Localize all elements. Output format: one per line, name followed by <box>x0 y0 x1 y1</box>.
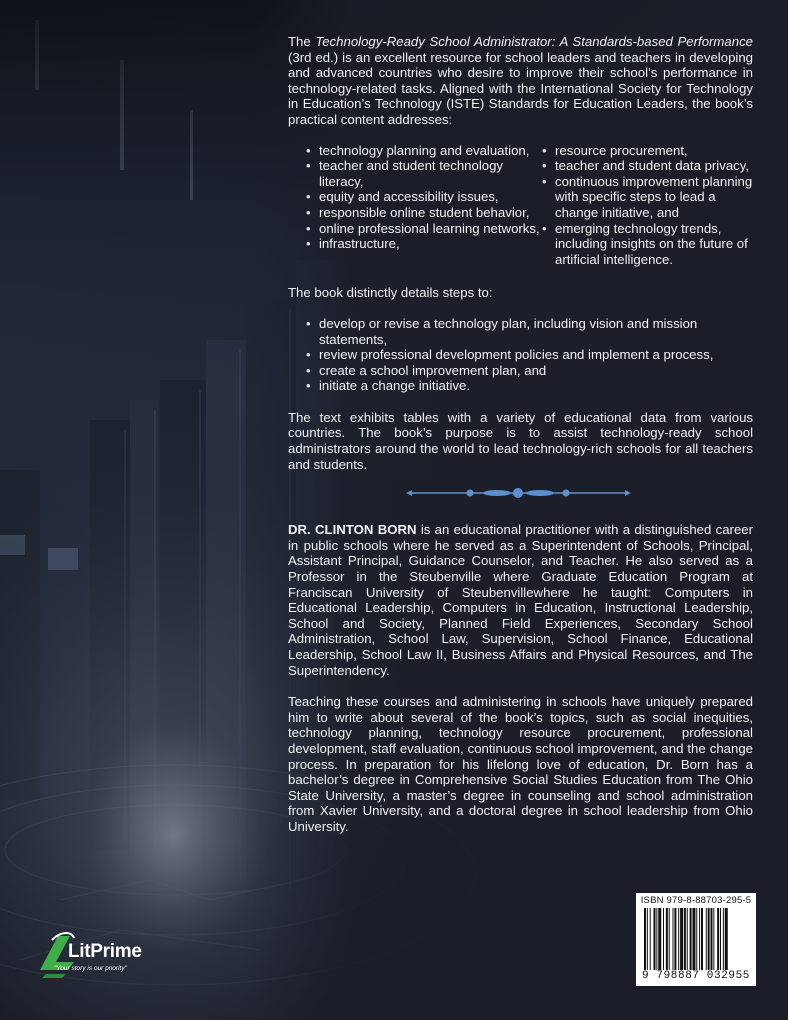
list-item: • responsible online student behavior, <box>306 205 542 221</box>
barcode-bar <box>687 908 688 970</box>
barcode-bar <box>701 908 703 970</box>
barcode-bar <box>711 908 713 970</box>
list-item: • create a school improvement plan, and <box>306 363 753 379</box>
list-item: • teacher and student technology literacy, <box>306 158 542 189</box>
list-item: • emerging technology trends, including insights on the future of artificial intelligence. <box>542 221 753 268</box>
barcode-bar <box>725 908 728 970</box>
steps-list <box>288 316 753 394</box>
teaching-paragraph: Teaching these courses and administering in schools have uniquely prepared him to write about several of the book’s topics, such as social inequities, technology planning, technology resource procurement, professional development, staff evaluation, continuous school improvement, and the change process. In preparation for his lifelong love of education, Dr. Born has a bachelor’s degree in Comprehensive Social Studies Education from The Ohio State University, a master’s degree in counseling and school administration from Xavier University, and a doctoral degree in school leadership from Ohio University. <box>288 694 753 834</box>
list-item: • develop or revise a technology plan, including vision and mission statements, <box>306 316 753 347</box>
barcode-bar <box>717 908 719 970</box>
barcode-bar <box>644 908 646 970</box>
barcode-bar <box>673 908 674 970</box>
list-item: • review professional development policies and implement a process, <box>306 347 753 363</box>
topics-list-right <box>542 143 753 268</box>
barcode-bar <box>663 908 664 970</box>
barcode-bar <box>690 908 692 970</box>
back-cover-text <box>288 34 753 835</box>
barcode-bars <box>644 908 748 970</box>
publisher-name: LitPrime <box>68 941 142 962</box>
publisher-tagline: "Your story is our priority" <box>54 965 127 972</box>
barcode-bar <box>708 908 710 970</box>
intro-paragraph: The Technology-Ready School Administrator: A Standards-based Performance (3rd ed.) is an excellent resource for school leaders and teachers in developing and advanced countries who desire to improve their school’s performance in technology-related tasks. Aligned with the International Society for Technology in Education’s Technology (ISTE) Standards for Education Leaders, the book’s practical content addresses: <box>288 34 753 127</box>
list-item: • resource procurement, <box>542 143 753 159</box>
author-bio: DR. CLINTON BORN is an educational practitioner with a distinguished career in public schools where he served as a Superintendent of Schools, Principal, Assistant Principal, Guidance Counselor, and Teacher. He also served as a Professor in the Steubenville where Graduate Education Program at Franciscan University of Steubenvillewhere he taught: Computers in Educational Leadership, Computers in Education, Instructional Leadership, School and Society, Planned Field Experiences, Secondary School Administration, School Law, Supervision, School Finance, Educational Leadership, School Law II, Business Affairs and Physical Resources, and The Superintendency. <box>288 522 754 678</box>
steps-intro: The book distinctly details steps to: <box>288 285 493 301</box>
barcode-digits: 9 798887 032955 <box>641 970 751 982</box>
barcode-bar <box>678 908 679 970</box>
barcode-bar <box>669 908 670 970</box>
barcode-bar <box>650 908 651 970</box>
barcode-bar <box>696 908 697 970</box>
ornament-divider <box>406 486 631 500</box>
list-item: • equity and accessibility issues, <box>306 189 542 205</box>
barcode-bar <box>680 908 683 970</box>
barcode-bar <box>654 908 656 970</box>
barcode-bar <box>684 908 686 970</box>
list-item: • infrastructure, <box>306 236 542 252</box>
topics-columns <box>288 143 753 268</box>
list-item: • teacher and student data privacy, <box>542 158 753 174</box>
barcode-bar <box>713 908 714 970</box>
barcode-bar <box>674 908 676 970</box>
list-item: • continuous improvement planning with specific steps to lead a change initiative, and <box>542 174 753 221</box>
barcode-bar <box>658 908 661 970</box>
barcode-bar <box>656 908 657 970</box>
list-item: • initiate a change initiative. <box>306 378 753 394</box>
list-item: • online professional learning networks, <box>306 221 542 237</box>
barcode-bar <box>706 908 707 970</box>
barcode-bar <box>720 908 721 970</box>
barcode-bar <box>647 908 648 970</box>
author-name: DR. CLINTON BORN <box>288 522 417 538</box>
barcode-bar <box>723 908 724 970</box>
isbn-barcode <box>636 893 756 986</box>
list-item: • technology planning and evaluation, <box>306 143 542 159</box>
barcode-bar <box>666 908 668 970</box>
purpose-paragraph: The text exhibits tables with a variety of educational data from various countries. The book’s purpose is to assist technology-ready school administrators around the world to lead technology-rich schools for all teachers and students. <box>288 409 753 472</box>
barcode-bar <box>699 908 700 970</box>
topics-list-left <box>288 143 542 268</box>
isbn-label: ISBN 979-8-88703-295-5 <box>640 895 752 906</box>
book-title: Technology-Ready School Administrator: A Standards-based Performance <box>315 34 753 49</box>
barcode-bar <box>692 908 695 970</box>
